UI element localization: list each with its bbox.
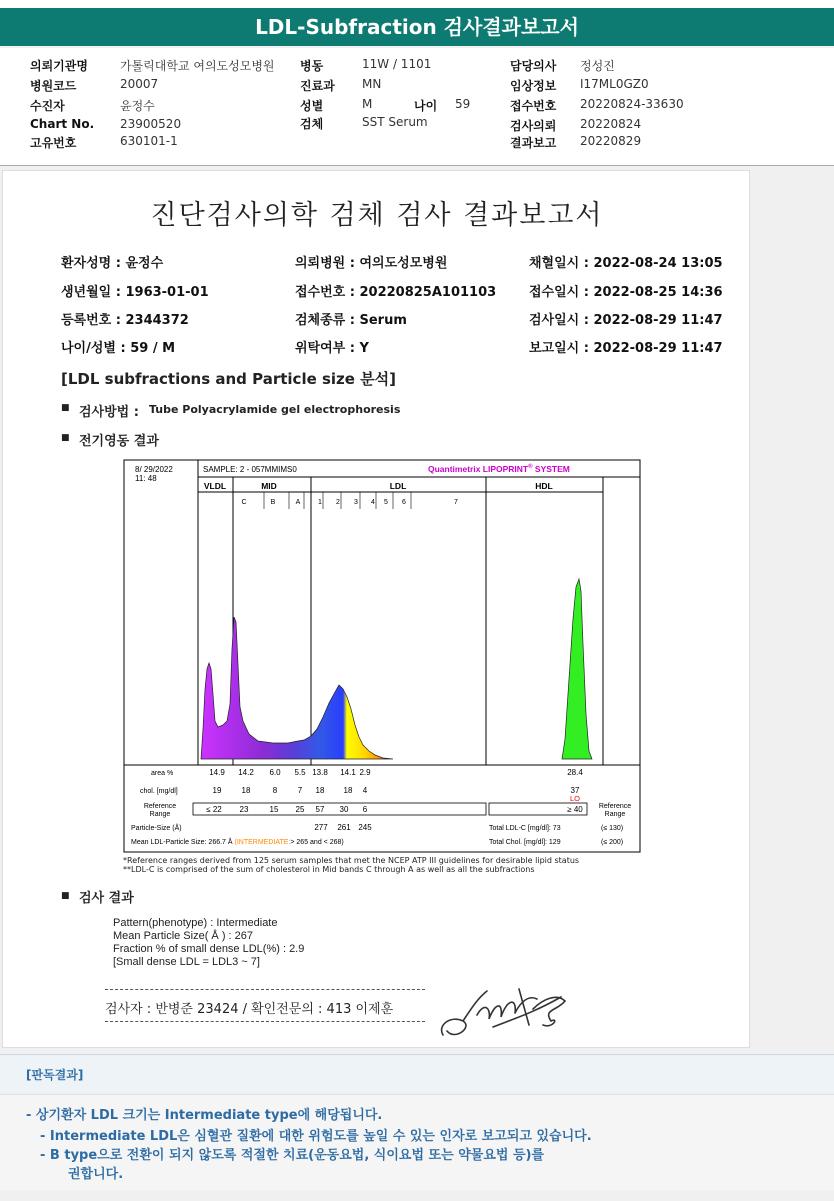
group-label-mid: MID <box>261 481 277 491</box>
result-pattern: Pattern(phenotype) : Intermediate <box>113 917 278 929</box>
group-label-vldl: VLDL <box>203 481 227 491</box>
chol-value: 18 <box>343 786 353 795</box>
registration-no: 등록번호 : 2344372 <box>61 313 189 328</box>
chart-no-value: 23900520 <box>120 117 182 131</box>
signature-image <box>433 979 573 1045</box>
reference-label: Reference <box>143 803 177 810</box>
hosp-code-label: 병원코드 <box>30 79 77 93</box>
area-value: 14.1 <box>340 768 356 777</box>
hdl-reference-value: ≥ 40 <box>567 805 583 814</box>
doctor-label: 담당의사 <box>510 59 557 73</box>
total-ldl-ref: (≤ 130) <box>601 825 624 832</box>
brand-name: Quantimetrix LIPOPRINT <box>428 464 529 474</box>
footnote-2: **LDL-C is comprised of the sum of cholesterol in Mid bands C through A as well as all the subfractions <box>123 865 535 874</box>
document-title: 진단검사의학 검체 검사 결과보고서 <box>150 200 604 231</box>
footnote-1: *Reference ranges derived from 125 serum samples that met the NCEP ATP III guidelines for desirable lipid status <box>123 856 580 865</box>
particle-size-label: Particle-Size (Å) <box>131 825 182 832</box>
lipoprint-chart <box>123 459 641 853</box>
mean-ldl-label: Mean LDL-Particle Size: 266.7 Å <box>131 839 235 846</box>
patient-name: 환자성명 : 윤정수 <box>61 256 164 271</box>
area-value: 13.8 <box>312 768 328 777</box>
divider-line <box>105 989 425 990</box>
result-sdldl-def: [Small dense LDL = LDL3 ~ 7] <box>113 956 260 968</box>
electro-label: 전기영동 결과 <box>79 434 159 449</box>
area-row-label: area % <box>151 770 174 777</box>
reference-value: 30 <box>339 805 349 814</box>
ward-label: 병동 <box>300 59 324 73</box>
area-value: 5.5 <box>294 768 306 777</box>
title-bar-wrap <box>0 0 834 46</box>
receipt-number: 접수번호 : 20220825A101103 <box>295 285 497 300</box>
area-value: 28.4 <box>567 768 583 777</box>
reference-value: 57 <box>315 805 325 814</box>
dept-label: 진료과 <box>300 79 335 93</box>
divider-line <box>105 1021 425 1022</box>
area-value: 6.0 <box>269 768 281 777</box>
chol-value: 8 <box>272 786 278 795</box>
request-label: 검사의뢰 <box>510 119 557 133</box>
band-label-1: 1 <box>318 499 322 506</box>
chol-value: 18 <box>315 786 325 795</box>
band-label-6: 6 <box>402 499 406 506</box>
report-date-value: 20220829 <box>580 134 642 148</box>
band-label-3: 3 <box>354 499 358 506</box>
mean-ldl-size <box>131 837 344 846</box>
chart-sample: SAMPLE: 2 - 057MMIMS0 <box>203 465 297 474</box>
tester-line: 검사자 : 반병준 23424 / 확인전문의 : 413 이제훈 <box>105 1002 394 1017</box>
result-label: 검사 결과 <box>79 891 134 906</box>
req-inst-label: 의뢰기관명 <box>30 59 88 73</box>
group-label-ldl: LDL <box>389 481 407 491</box>
receipt-value: 20220824-33630 <box>580 97 684 111</box>
reference-label: Range <box>149 811 171 818</box>
reference-value: 25 <box>295 805 305 814</box>
hdl-low-flag: LO <box>569 794 581 803</box>
doctor-value: 정성진 <box>580 59 615 73</box>
reference-value: 6 <box>362 805 368 814</box>
clinical-value: I17ML0GZ0 <box>580 77 649 91</box>
method-value: Tube Polyacrylamide gel electrophoresis <box>149 403 401 416</box>
method-label: 검사방법 : <box>79 405 139 420</box>
result-mean-size: Mean Particle Size( Å ) : 267 <box>113 930 254 942</box>
mean-ldl-range: > 265 and < 268) <box>290 839 344 846</box>
chol-row-label: chol. [mg/dl] <box>140 788 178 795</box>
receipt-datetime: 접수일시 : 2022-08-25 14:36 <box>529 285 723 300</box>
chart-time: 11: 48 <box>135 474 157 483</box>
particle-size-value: 261 <box>337 823 351 832</box>
requesting-hospital: 의뢰병원 : 여의도성모병원 <box>295 256 448 271</box>
age-sex: 나이/성별 : 59 / M <box>61 341 176 356</box>
age-label: 나이 <box>414 99 438 113</box>
band-label-C: C <box>241 499 247 506</box>
reference-value: 15 <box>269 805 279 814</box>
specimen-label: 검체 <box>300 117 324 131</box>
interpretation-header <box>0 1054 834 1092</box>
request-value: 20220824 <box>580 117 642 131</box>
report-date-label: 결과보고 <box>510 136 557 150</box>
birth-date: 생년월일 : 1963-01-01 <box>61 285 209 300</box>
reference-value: ≤ 22 <box>206 805 222 814</box>
brand-reg: ® <box>528 464 533 470</box>
group-label-hdl: HDL <box>535 481 553 491</box>
interpretation-label: [판독결과] <box>26 1068 84 1082</box>
test-datetime: 검사일시 : 2022-08-29 11:47 <box>529 313 723 328</box>
unique-no-label: 고유번호 <box>30 136 77 150</box>
patient-info-panel <box>0 48 834 166</box>
band-label-7: 7 <box>454 499 458 506</box>
specimen-type: 검체종류 : Serum <box>295 313 407 328</box>
total-chol-ref: (≤ 200) <box>601 839 624 846</box>
specimen-value: SST Serum <box>362 115 428 129</box>
chart-date: 8/ 29/2022 <box>135 465 173 474</box>
chol-value: 19 <box>212 786 222 795</box>
dept-value: MN <box>362 77 382 91</box>
report-document <box>2 170 750 1048</box>
patient-value: 윤정수 <box>120 99 155 113</box>
bullet-icon: ■ <box>61 403 70 413</box>
chol-value: 37 <box>570 786 580 795</box>
band-label-5: 5 <box>384 499 388 506</box>
unique-no-value: 630101-1 <box>120 134 178 148</box>
chol-value: 4 <box>362 786 368 795</box>
mean-ldl-class: (INTERMEDIATE: <box>234 839 291 846</box>
req-inst-value: 가톨릭대학교 여의도성모병원 <box>120 59 275 73</box>
brand-tail: SYSTEM <box>532 464 570 474</box>
sex-label: 성별 <box>300 99 324 113</box>
area-value: 2.9 <box>359 768 371 777</box>
reference-value: 23 <box>239 805 249 814</box>
bullet-icon: ■ <box>61 891 70 901</box>
clinical-label: 임상정보 <box>510 79 557 93</box>
interpretation-line-2: - Intermediate LDL은 심혈관 질환에 대한 위험도를 높일 수 있는 인자로 보고되고 있습니다. <box>40 1129 592 1144</box>
result-sdldl-fraction: Fraction % of small dense LDL(%) : 2.9 <box>113 943 305 955</box>
ward-value: 11W / 1101 <box>362 57 432 71</box>
chol-value: 18 <box>241 786 251 795</box>
total-ldl-label: Total LDL-C [mg/dl]: 73 <box>489 825 561 832</box>
receipt-label: 접수번호 <box>510 99 557 113</box>
hdl-reference-label: Reference <box>598 803 632 810</box>
analysis-section-title: [LDL subfractions and Particle size 분석] <box>61 370 397 388</box>
hosp-code-value: 20007 <box>120 77 159 91</box>
hdl-reference-label: Range <box>604 811 626 818</box>
chart-no-label: Chart No. <box>30 117 95 131</box>
sex-value: M <box>362 97 373 111</box>
band-label-4: 4 <box>371 499 375 506</box>
band-label-2: 2 <box>336 499 340 506</box>
total-chol-label: Total Chol. [mg/dl]: 129 <box>489 839 561 846</box>
report-datetime: 보고일시 : 2022-08-29 11:47 <box>529 341 723 356</box>
area-value: 14.9 <box>209 768 225 777</box>
band-label-A: A <box>295 499 301 506</box>
bullet-icon: ■ <box>61 433 70 443</box>
outsourced-flag: 위탁여부 : Y <box>295 341 369 356</box>
age-value: 59 <box>455 97 471 111</box>
particle-size-value: 245 <box>358 823 372 832</box>
patient-label: 수진자 <box>30 99 65 113</box>
area-value: 14.2 <box>238 768 254 777</box>
collection-datetime: 채혈일시 : 2022-08-24 13:05 <box>529 256 723 271</box>
interpretation-line-1: - 상기환자 LDL 크기는 Intermediate type에 해당됩니다. <box>26 1108 383 1123</box>
band-label-B: B <box>270 499 276 506</box>
chart-brand <box>428 463 570 474</box>
chol-value: 7 <box>297 786 303 795</box>
interpretation-line-3: - B type으로 전환이 되지 않도록 적절한 치료(운동요법, 식이요법 또는 약물요법 등)를 <box>40 1148 545 1163</box>
particle-size-value: 277 <box>314 823 328 832</box>
interpretation-line-4: 권합니다. <box>68 1167 124 1182</box>
report-title-bar: LDL-Subfraction 검사결과보고서 <box>0 8 834 46</box>
